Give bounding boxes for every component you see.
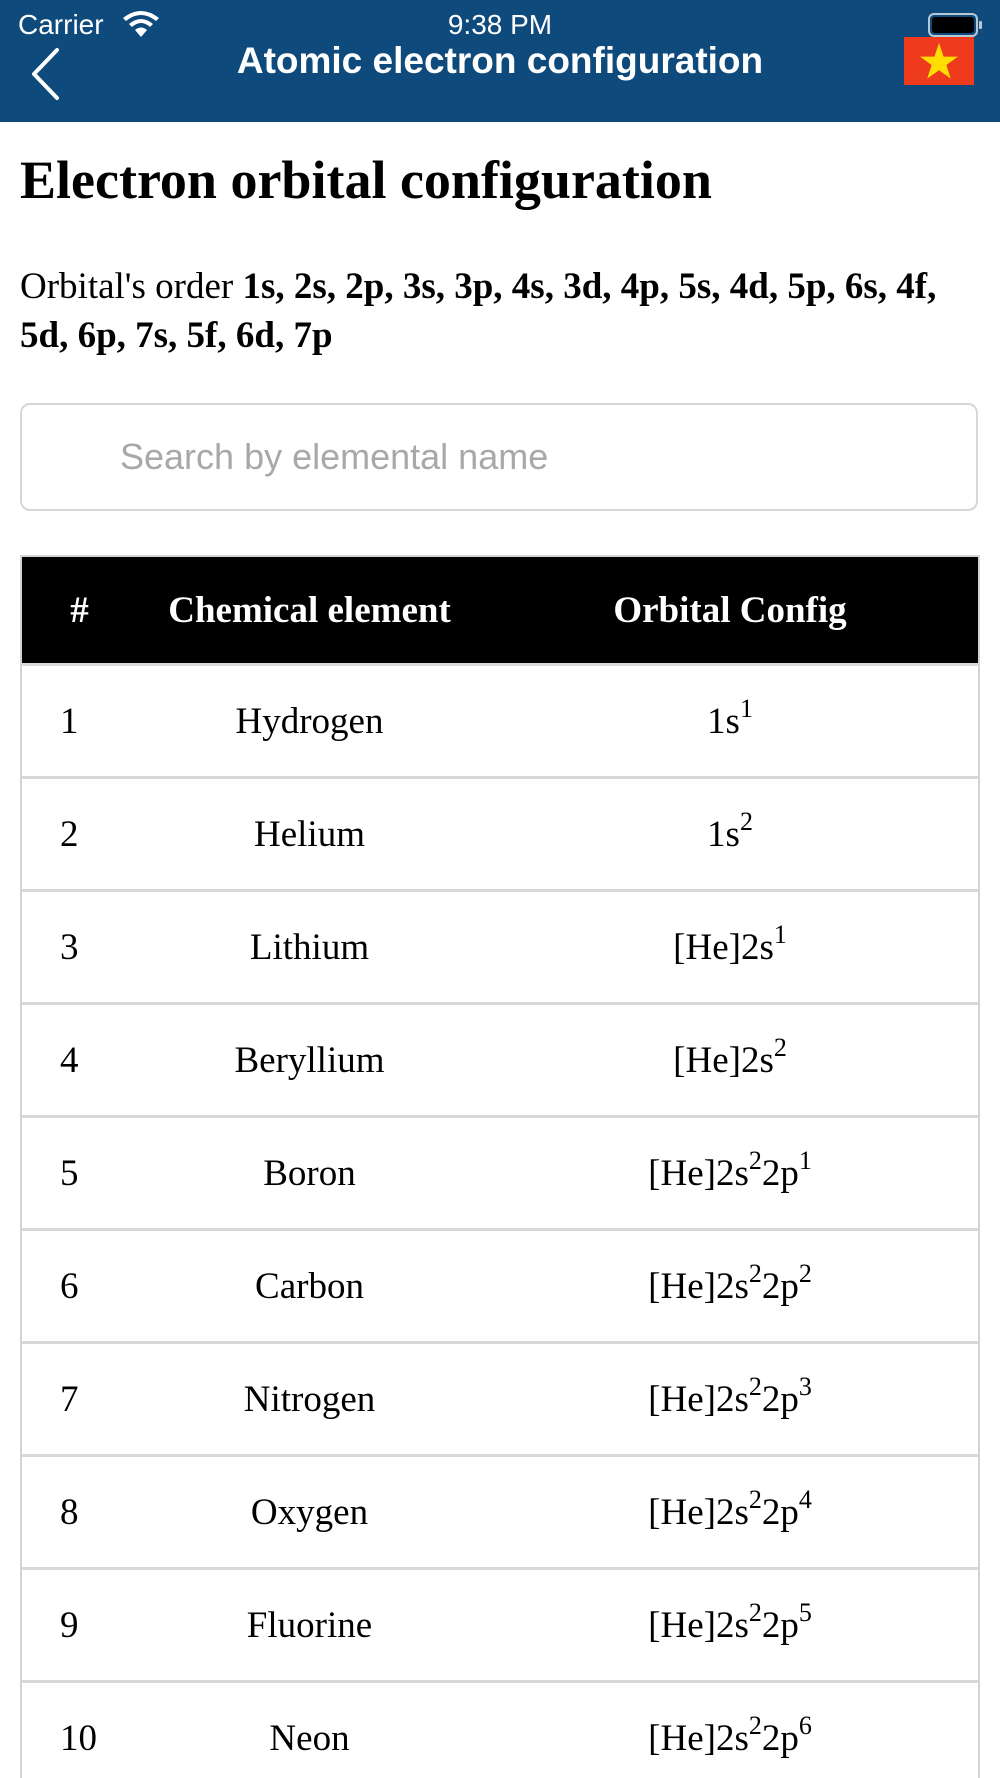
status-time: 9:38 PM <box>447 9 553 40</box>
cell-element: Neon <box>269 1717 350 1759</box>
config-text: 2p <box>761 1265 799 1307</box>
cell-element: Beryllium <box>234 1039 385 1081</box>
cell-number: 9 <box>60 1604 79 1646</box>
config-superscript: 3 <box>798 1372 812 1402</box>
language-flag-button[interactable] <box>904 37 974 85</box>
cell-element: Oxygen <box>250 1491 369 1533</box>
config-text: [He]2s <box>648 1378 749 1420</box>
cell-element: Nitrogen <box>243 1378 376 1420</box>
status-carrier: Carrier <box>18 9 104 40</box>
config-superscript: 5 <box>798 1598 812 1628</box>
config-superscript: 2 <box>748 1485 762 1515</box>
cell-config <box>482 1485 978 1534</box>
table-row[interactable] <box>22 889 978 1002</box>
table-row[interactable] <box>22 1680 978 1778</box>
config-text: 2p <box>761 1152 799 1194</box>
cell-config <box>482 1033 978 1082</box>
cell-element: Boron <box>263 1152 356 1194</box>
cell-element: Lithium <box>249 926 370 968</box>
config-superscript: 2 <box>748 1711 762 1741</box>
orbital-order-text <box>20 262 990 360</box>
config-text: 1s <box>707 813 740 855</box>
cell-number: 5 <box>60 1152 79 1194</box>
config-text: [He]2s <box>648 1152 749 1194</box>
cell-element: Carbon <box>255 1265 364 1307</box>
config-text: 2p <box>761 1604 799 1646</box>
cell-element: Fluorine <box>246 1604 373 1646</box>
back-button[interactable] <box>26 44 76 104</box>
table-row[interactable] <box>22 1454 978 1567</box>
cell-config <box>482 1146 978 1195</box>
config-superscript: 2 <box>798 1259 812 1289</box>
cell-number: 3 <box>60 926 79 968</box>
cell-number: 1 <box>60 700 79 742</box>
battery-icon <box>928 12 984 38</box>
cell-number: 6 <box>60 1265 79 1307</box>
table-row[interactable] <box>22 1115 978 1228</box>
config-text: [He]2s <box>673 926 774 968</box>
table-row[interactable] <box>22 1228 978 1341</box>
cell-config <box>482 920 978 969</box>
config-superscript: 2 <box>748 1372 762 1402</box>
config-text: [He]2s <box>648 1491 749 1533</box>
search-input[interactable] <box>120 429 940 485</box>
config-text: [He]2s <box>648 1604 749 1646</box>
elements-table <box>20 555 980 1778</box>
config-superscript: 1 <box>739 694 753 724</box>
config-text: 1s <box>707 700 740 742</box>
cell-number: 2 <box>60 813 79 855</box>
table-row[interactable] <box>22 1002 978 1115</box>
config-superscript: 2 <box>773 1033 787 1063</box>
orbital-order-values: 1s, 2s, 2p, 3s, 3p, 4s, 3d, 4p, 5s, 4d, 5p, 6s, 4f, 5d, 6p, 7s, 5f, 6d, 7p <box>20 266 937 356</box>
config-superscript: 2 <box>748 1259 762 1289</box>
cell-config <box>482 1598 978 1647</box>
cell-config <box>482 1259 978 1308</box>
table-body <box>22 663 978 1778</box>
config-superscript: 2 <box>748 1146 762 1176</box>
cell-element: Hydrogen <box>235 700 384 742</box>
config-text: 2p <box>761 1717 799 1759</box>
cell-number: 8 <box>60 1491 79 1533</box>
chevron-left-icon <box>26 91 76 108</box>
table-header <box>22 557 978 663</box>
table-row[interactable] <box>22 1567 978 1680</box>
vietnam-flag-icon <box>904 37 974 85</box>
wifi-icon <box>121 11 161 39</box>
header-config: Orbital Config <box>613 589 847 631</box>
config-superscript: 1 <box>798 1146 812 1176</box>
search-box[interactable] <box>20 403 978 511</box>
cell-config <box>482 1711 978 1760</box>
header-number: # <box>70 589 89 631</box>
config-text: [He]2s <box>648 1717 749 1759</box>
config-superscript: 1 <box>773 920 787 950</box>
config-superscript: 4 <box>798 1485 812 1515</box>
table-row[interactable] <box>22 663 978 776</box>
cell-number: 7 <box>60 1378 79 1420</box>
cell-number: 10 <box>60 1717 97 1759</box>
orbital-order-label: Orbital's order <box>20 266 234 307</box>
config-superscript: 2 <box>748 1598 762 1628</box>
config-text: [He]2s <box>648 1265 749 1307</box>
cell-config <box>482 1372 978 1421</box>
cell-config <box>482 694 978 743</box>
page-title: Electron orbital configuration <box>20 150 712 210</box>
cell-number: 4 <box>60 1039 79 1081</box>
config-text: 2p <box>761 1378 799 1420</box>
config-superscript: 6 <box>798 1711 812 1741</box>
cell-config <box>482 807 978 856</box>
header-element: Chemical element <box>168 589 451 631</box>
table-row[interactable] <box>22 1341 978 1454</box>
config-text: [He]2s <box>673 1039 774 1081</box>
table-row[interactable] <box>22 776 978 889</box>
nav-bar <box>0 0 1000 122</box>
config-superscript: 2 <box>739 807 753 837</box>
cell-element: Helium <box>254 813 365 855</box>
nav-title: Atomic electron configuration <box>236 40 764 81</box>
config-text: 2p <box>761 1491 799 1533</box>
